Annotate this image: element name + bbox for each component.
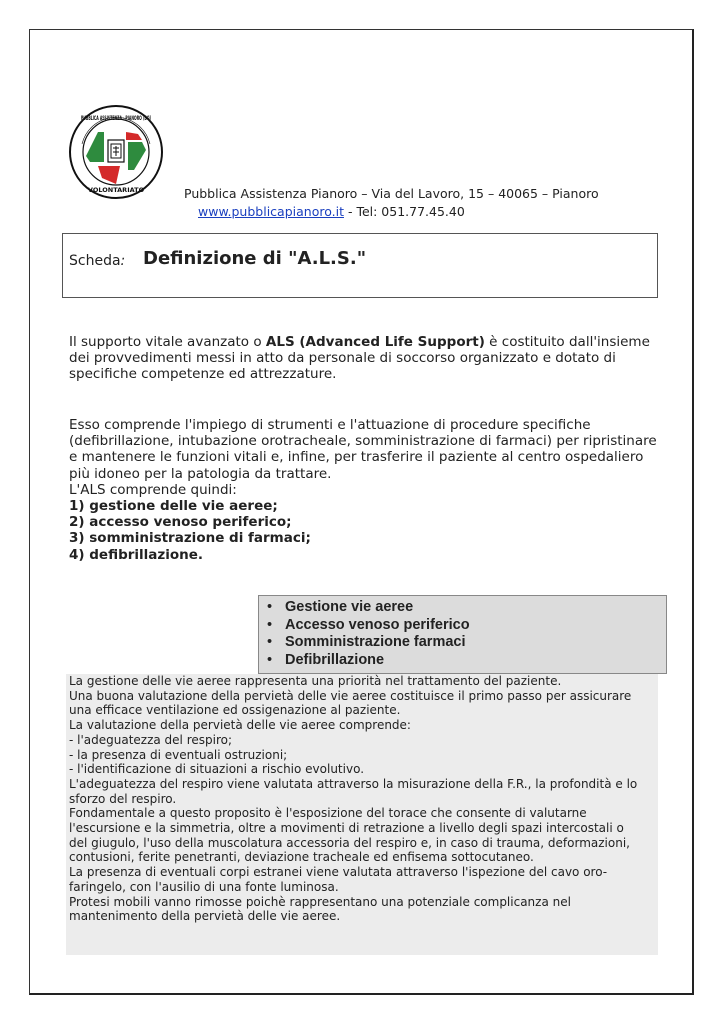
als-step: 3) somministrazione di farmaci; xyxy=(69,530,311,547)
summary-item-label: Somministrazione farmaci xyxy=(285,634,466,651)
body-text: Esso comprende l'impiego di strumenti e l'attuazione di procedure specifiche (defibrillazione, intubazione orotracheale, somministrazione di farmaci) per ripristinare e mantenere le funzioni vitali e, infine, per trasferire il paziente al centro ospedaliero più idoneo per la patologia da trattare. xyxy=(69,417,657,482)
header-contacts xyxy=(198,204,465,219)
website-link[interactable]: www.pubblicapianoro.it xyxy=(198,204,344,219)
detail-line: l'escursione e la simmetria, oltre a movimenti di retrazione a livello degli spazi intercostali o xyxy=(69,821,624,836)
detail-line: - la presenza di eventuali ostruzioni; xyxy=(69,747,288,762)
intro-text-start: Il supporto vitale avanzato o xyxy=(69,334,266,350)
scheda-colon: : xyxy=(120,253,126,269)
summary-item xyxy=(267,651,666,670)
page-title: Definizione di "A.L.S." xyxy=(143,248,367,269)
detail-line: del giugulo, l'uso della muscolatura accessoria del respiro e, in caso di trauma, deformazioni, xyxy=(69,835,630,850)
detail-line: sforzo del respiro. xyxy=(69,791,177,806)
als-steps-list xyxy=(69,498,664,563)
detail-line: L'adeguatezza del respiro viene valutata attraverso la misurazione della F.R., la profondità e lo xyxy=(69,776,638,791)
detail-line: Protesi mobili vanno rimosse poichè rappresentano una potenziale complicanza nel xyxy=(69,894,571,909)
detail-line: Fondamentale a questo proposito è l'esposizione del torace che consente di valutarne xyxy=(69,806,587,821)
summary-box xyxy=(258,595,667,674)
detail-line: - l'adeguatezza del respiro; xyxy=(69,732,233,747)
detail-line: La valutazione della pervietà delle vie aeree comprende: xyxy=(69,718,411,733)
detail-line: La presenza di eventuali corpi estranei viene valutata attraverso l'ispezione del cavo oro- xyxy=(69,865,608,880)
als-step: 4) defibrillazione. xyxy=(69,546,204,563)
als-step: 2) accesso venoso periferico; xyxy=(69,514,292,531)
airway-detail-text xyxy=(66,674,658,924)
body-paragraph xyxy=(69,417,664,563)
detail-line: contusioni, ferite penetranti, deviazione tracheale ed enfisema sottocutaneo. xyxy=(69,850,534,865)
detail-line: una efficace ventilazione ed ossigenazione al paziente. xyxy=(69,703,401,718)
detail-line: Una buona valutazione della pervietà delle vie aeree costituisce il primo passo per assicurare xyxy=(69,688,632,703)
detail-line: - l'identificazione di situazioni a rischio evolutivo. xyxy=(69,762,365,777)
body-list-lead: L'ALS comprende quindi: xyxy=(69,481,237,498)
detail-line: faringelo, con l'ausilio di una fonte luminosa. xyxy=(69,879,339,894)
bullet-icon: • xyxy=(267,616,273,633)
bullet-icon: • xyxy=(267,651,273,668)
logo-top-text: PUBBLICA ASSISTENZA - PIANORO (BO) xyxy=(81,115,152,122)
header-phone: - Tel: 051.77.45.40 xyxy=(343,204,465,219)
als-step: 1) gestione delle vie aeree; xyxy=(69,498,278,515)
scheda-label xyxy=(69,253,125,269)
summary-item-label: Gestione vie aeree xyxy=(285,599,414,615)
detail-line: mantenimento della pervietà delle vie aeree. xyxy=(69,909,341,924)
bullet-icon: • xyxy=(267,634,273,651)
summary-list xyxy=(259,596,666,669)
airway-detail-box xyxy=(66,674,658,955)
logo-bottom-text: VOLONTARIATO xyxy=(87,186,145,194)
summary-item-label: Defibrillazione xyxy=(285,651,385,668)
intro-text-end: è costituito dall'insieme dei provvedimenti messi in atto da personale di soccorso organizzato e dotato di specifiche competenze ed attrezzature. xyxy=(69,334,650,383)
detail-line: La gestione delle vie aeree rappresenta una priorità nel trattamento del paziente. xyxy=(69,674,562,688)
summary-item xyxy=(267,616,666,635)
intro-als-term: ALS (Advanced Life Support) xyxy=(265,334,485,350)
scheda-box xyxy=(62,233,658,298)
summary-item xyxy=(267,634,666,652)
scheda-label-text: Scheda xyxy=(69,253,121,269)
summary-item-label: Accesso venoso periferico xyxy=(285,616,470,633)
bullet-icon: • xyxy=(267,599,273,615)
summary-item xyxy=(267,599,666,617)
organization-logo xyxy=(68,104,164,200)
intro-paragraph xyxy=(69,334,664,383)
header-address: Pubblica Assistenza Pianoro – Via del Lavoro, 15 – 40065 – Pianoro xyxy=(184,186,599,201)
